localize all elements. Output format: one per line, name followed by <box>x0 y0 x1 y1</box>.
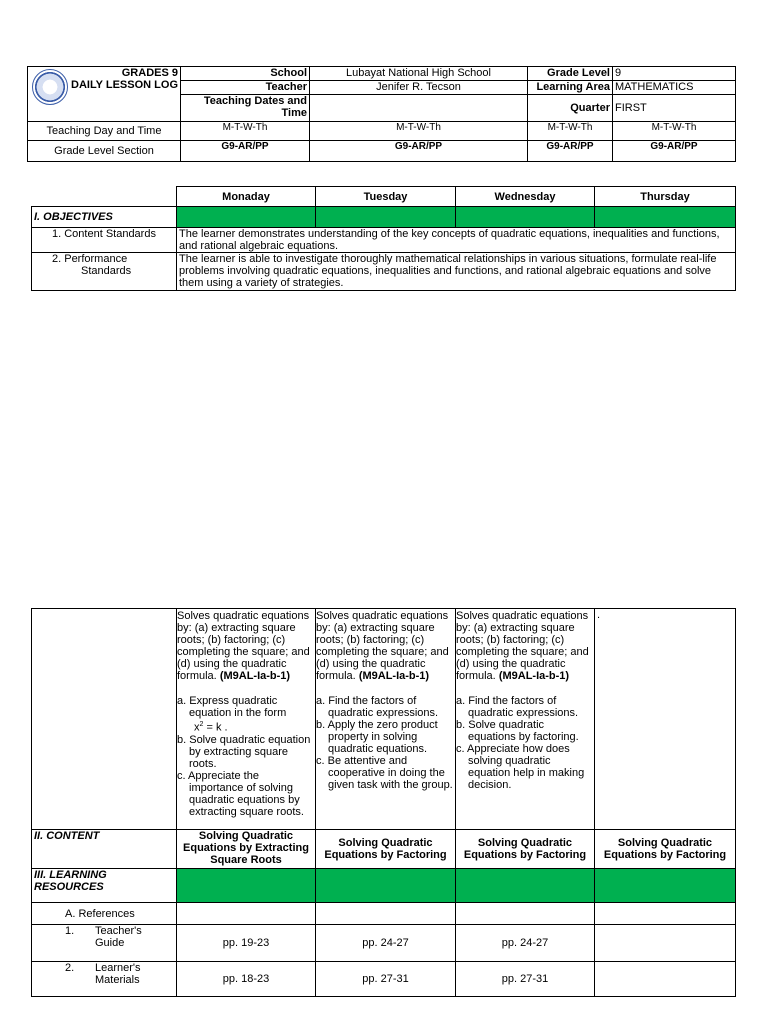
grade-level-value: 9 <box>613 67 736 81</box>
resources-green-monday <box>177 869 316 903</box>
content-heading: II. CONTENT <box>32 830 177 869</box>
resources-green-thursday <box>595 869 736 903</box>
monday-item-c: c. Appreciate the importance of solving quadratic equations by extracting square roots. <box>177 769 304 818</box>
learners-materials-tuesday: pp. 27-31 <box>316 962 456 997</box>
title-line-1: GRADES 9 <box>121 67 178 79</box>
content-standards-label: 1. Content Standards <box>32 228 177 253</box>
competency-label-cell <box>32 609 177 830</box>
teacher-value: Jenifer R. Tecson <box>310 81 528 95</box>
learners-materials-text: Learner's Materials <box>95 962 141 986</box>
day-time-label: Teaching Day and Time <box>28 122 181 141</box>
references-wednesday <box>456 903 595 925</box>
objectives-green-wednesday <box>456 207 595 228</box>
competency-code-wednesday: (M9AL-Ia-b-1) <box>498 670 570 682</box>
section-wednesday: G9-AR/PP <box>528 141 613 162</box>
content-tuesday: Solving Quadratic Equations by Factoring <box>316 830 456 869</box>
teachers-guide-monday: pp. 19-23 <box>177 925 316 962</box>
days-corner <box>32 187 177 207</box>
performance-standards-label <box>32 253 177 291</box>
wednesday-item-c: c. Appreciate how does solving quadratic equation help in making decision. <box>456 743 585 791</box>
learning-resources-heading: III. LEARNING RESOURCES <box>32 869 177 903</box>
day-header-monday: Monaday <box>177 187 316 207</box>
teachers-guide-num: 1. <box>65 925 75 937</box>
section-thursday: G9-AR/PP <box>613 141 736 162</box>
tuesday-item-a: a. Find the factors of quadratic expressions. <box>316 695 439 719</box>
competency-thursday: . <box>595 609 736 830</box>
competency-intro-tuesday: Solves quadratic equations by: (a) extracting square roots; (b) factoring; (c) completing the square; and (d) using the quadratic formula. <box>316 610 449 682</box>
references-monday <box>177 903 316 925</box>
references-tuesday <box>316 903 456 925</box>
performance-standards-label-2: Standards <box>81 265 132 277</box>
teaching-dates-value <box>310 95 528 122</box>
day-time-monday: M-T-W-Th <box>181 122 310 141</box>
competency-intro-wednesday: Solves quadratic equations by: (a) extracting square roots; (b) factoring; (c) completing the square; and (d) using the quadratic formula. <box>456 610 589 682</box>
objectives-green-monday <box>177 207 316 228</box>
title-cell <box>28 67 181 122</box>
references-label: A. References <box>32 903 177 925</box>
quarter-label: Quarter <box>528 95 613 122</box>
tuesday-item-b: b. Apply the zero product property in solving quadratic equations. <box>316 719 438 755</box>
performance-standards-label-1: 2. Performance <box>52 253 128 265</box>
competency-code-tuesday: (M9AL-Ia-b-1) <box>358 670 430 682</box>
grade-level-label: Grade Level <box>528 67 613 81</box>
objectives-green-thursday <box>595 207 736 228</box>
quarter-value: FIRST <box>613 95 736 122</box>
teachers-guide-wednesday: pp. 24-27 <box>456 925 595 962</box>
teachers-guide-label <box>32 925 177 962</box>
tuesday-item-c: c. Be attentive and cooperative in doing the given task with the group. <box>316 755 453 791</box>
day-header-tuesday: Tuesday <box>316 187 456 207</box>
content-monday: Solving Quadratic Equations by Extracting Square Roots <box>177 830 316 869</box>
competency-monday <box>177 609 316 830</box>
teachers-guide-thursday <box>595 925 736 962</box>
day-header-wednesday: Wednesday <box>456 187 595 207</box>
section-monday: G9-AR/PP <box>181 141 310 162</box>
learners-materials-label <box>32 962 177 997</box>
resources-green-wednesday <box>456 869 595 903</box>
competency-code-monday: (M9AL-Ia-b-1) <box>219 670 291 682</box>
teachers-guide-text: Teacher's Guide <box>95 925 142 949</box>
content-wednesday: Solving Quadratic Equations by Factoring <box>456 830 595 869</box>
learners-materials-thursday <box>595 962 736 997</box>
school-label: School <box>181 67 310 81</box>
day-time-tuesday: M-T-W-Th <box>310 122 528 141</box>
section-tuesday: G9-AR/PP <box>310 141 528 162</box>
deped-seal-icon <box>32 69 68 105</box>
wednesday-item-a: a. Find the factors of quadratic expressions. <box>456 695 579 719</box>
content-standards-text: The learner demonstrates understanding of the key concepts of quadratic equations, inequalities and functions, and rational algebraic equations. <box>177 228 736 253</box>
competency-tuesday <box>316 609 456 830</box>
resources-green-tuesday <box>316 869 456 903</box>
learners-materials-num: 2. <box>65 962 75 974</box>
wednesday-item-b: b. Solve quadratic equations by factoring. <box>456 719 579 743</box>
title-line-2: DAILY LESSON LOG <box>71 79 178 91</box>
learners-materials-monday: pp. 18-23 <box>177 962 316 997</box>
teachers-guide-tuesday: pp. 24-27 <box>316 925 456 962</box>
monday-item-b: b. Solve quadratic equation by extracting square roots. <box>177 733 311 770</box>
teaching-dates-label: Teaching Dates and Time <box>181 95 310 122</box>
monday-formula: $x^2 = k$ . <box>194 721 228 734</box>
objectives-table <box>31 186 736 291</box>
section-label: Grade Level Section <box>28 141 181 162</box>
day-time-thursday: M-T-W-Th <box>613 122 736 141</box>
day-time-wednesday: M-T-W-Th <box>528 122 613 141</box>
objectives-heading: I. OBJECTIVES <box>32 207 177 228</box>
competency-table <box>31 608 736 997</box>
objectives-green-tuesday <box>316 207 456 228</box>
header-table <box>27 66 736 162</box>
performance-standards-text: The learner is able to investigate thoroughly mathematical relationships in various situations, formulate real-life problems involving quadratic equations, inequalities and functions, and rational algebraic equations and solve them using a variety of strategies. <box>177 253 736 291</box>
learners-materials-wednesday: pp. 27-31 <box>456 962 595 997</box>
teacher-label: Teacher <box>181 81 310 95</box>
competency-intro-monday: Solves quadratic equations by: (a) extracting square roots; (b) factoring; (c) completing the square; and (d) using the quadratic formula. <box>177 610 310 682</box>
learning-area-label: Learning Area <box>528 81 613 95</box>
content-thursday: Solving Quadratic Equations by Factoring <box>595 830 736 869</box>
day-header-thursday: Thursday <box>595 187 736 207</box>
school-value: Lubayat National High School <box>310 67 528 81</box>
references-thursday <box>595 903 736 925</box>
competency-wednesday <box>456 609 595 830</box>
learning-area-value: MATHEMATICS <box>613 81 736 95</box>
monday-item-a: a. Express quadratic equation in the form <box>177 695 287 719</box>
